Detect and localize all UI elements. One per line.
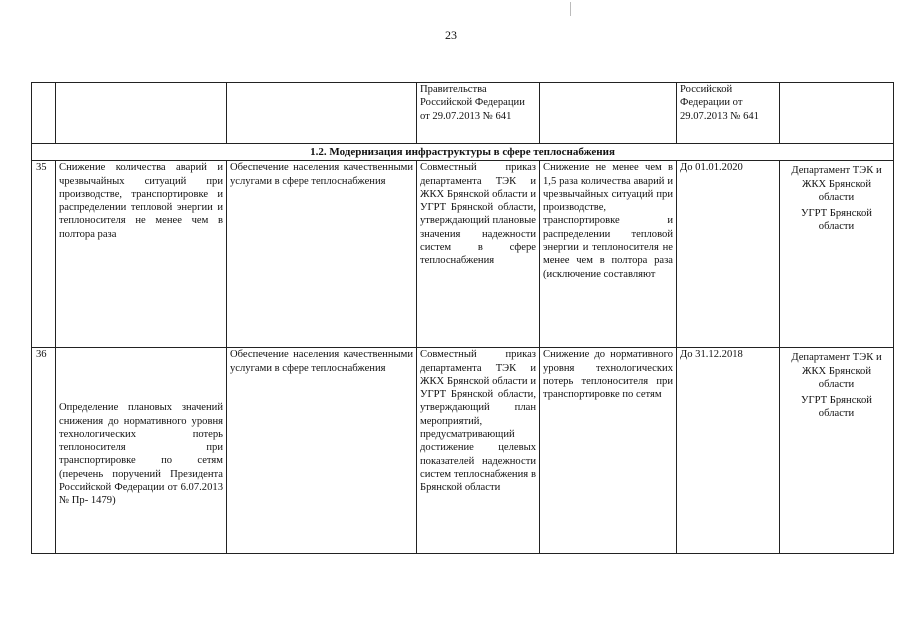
goal-cell [56,348,227,554]
responsible-agency: УГРТ Брянской области [801,208,872,233]
responsible-cell [780,161,894,348]
indicator-cell: Снижение не менее чем в 1,5 раза количества аварий и чрезвычайных ситуаций при производстве, транспортировке и распределении тепловой энергии и теплоносителя не менее чем в полтора раза (исключение составляют [540,161,677,348]
indicator-cell: Снижение до нормативного уровня технологических потерь теплоносителя при транспортировке по сетям [540,348,677,554]
responsible-dept: Департамент ТЭК и ЖКХ Брянской области [791,352,882,390]
plan-table [31,82,894,554]
cell-empty [780,83,894,144]
scan-artifact-line [570,2,571,16]
goal-cell: Снижение количества аварий и чрезвычайных ситуаций при производстве, транспортировке и распределении тепловой энергии и теплоносителя не менее чем в полтора раза [56,161,227,348]
outcome-cell: Обеспечение населения качественными услугами в сфере теплоснабжения [227,348,417,554]
table-row [32,348,894,554]
row-number: 35 [32,161,56,348]
section-title: 1.2. Модернизация инфраструктуры в сфере теплоснабжения [32,144,894,161]
deadline-cell: До 31.12.2018 [677,348,780,554]
responsible-dept: Департамент ТЭК и ЖКХ Брянской области [791,165,882,203]
goal-text: Определение плановых значений снижения до нормативного уровня технологических потерь теплоносителя при транспортировке по сетям (перечень поручений Президента Российской Федерации от 6.07.2013 № Пр- 1479) [59,402,223,507]
document-cell: Совместный приказ департамента ТЭК и ЖКХ Брянской области и УГРТ Брянской области, утверждающий план мероприятий, предусматривающий достижение целевых показателей надежности систем теплоснабжения в Брянской области [417,348,540,554]
continuation-term: Российской Федерации от 29.07.2013 № 641 [677,83,780,144]
document-cell: Совместный приказ департамента ТЭК и ЖКХ Брянской области и УГРТ Брянской области, утверждающий плановые значения надежности систем в сфере теплоснабжения [417,161,540,348]
row-number: 36 [32,348,56,554]
section-row [32,144,894,161]
continuation-row [32,83,894,144]
continuation-basis: Правительства Российской Федерации от 29.07.2013 № 641 [417,83,540,144]
cell-empty [56,83,227,144]
cell-empty [32,83,56,144]
spacer [59,348,223,401]
deadline-cell: До 01.01.2020 [677,161,780,348]
cell-empty [540,83,677,144]
table-row [32,161,894,348]
responsible-agency: УГРТ Брянской области [801,395,872,420]
responsible-cell [780,348,894,554]
outcome-cell: Обеспечение населения качественными услугами в сфере теплоснабжения [227,161,417,348]
page-number: 23 [445,28,457,42]
cell-empty [227,83,417,144]
